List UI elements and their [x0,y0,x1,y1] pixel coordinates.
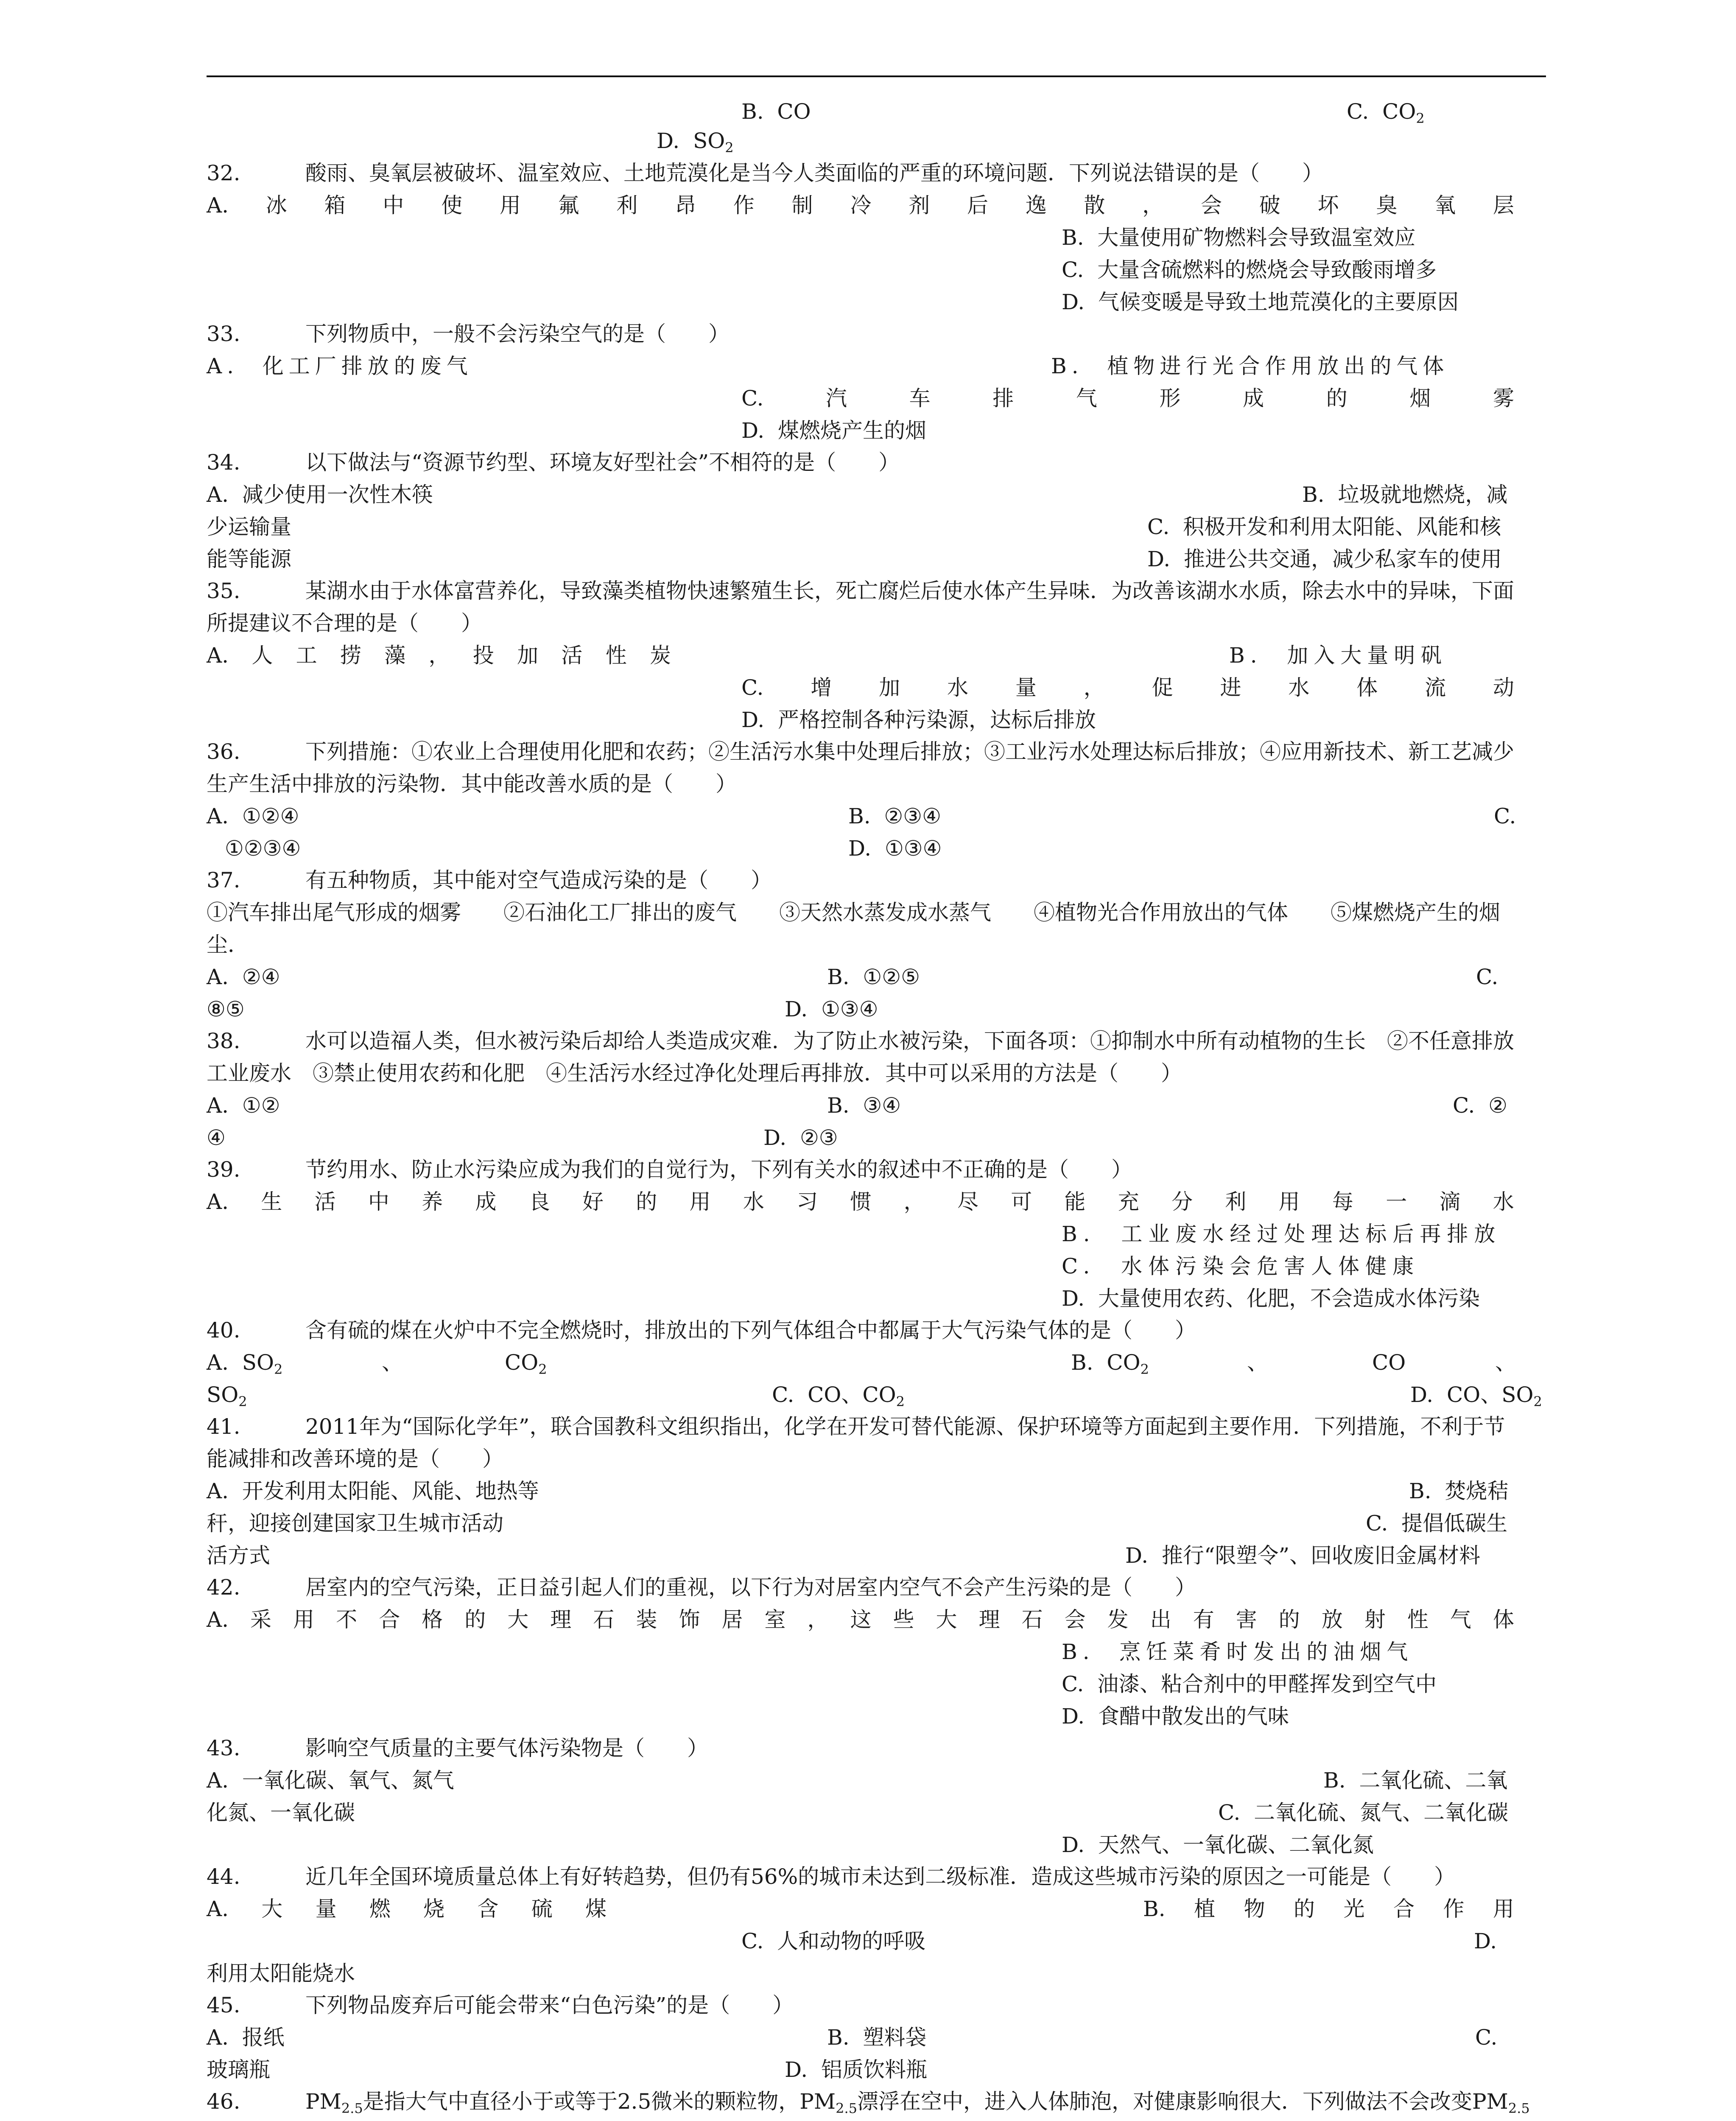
q45-option-a: A. 报纸 [207,2025,285,2050]
q31-option-d: D. $SO_2$ [657,129,734,156]
option-char: 性 [1407,1607,1428,1632]
q45-option-c-cont: 玻璃瓶 [207,2057,270,2082]
option-char: A. [207,1897,229,1921]
option-char: 气 [1450,1607,1471,1632]
q44-option-d: D. [1474,1929,1497,1953]
option-char: 含 [477,1897,499,1921]
option-char: 使 [441,193,463,218]
option-char: 分 [1171,1189,1193,1214]
q38-option-c: C. ② [1453,1093,1507,1118]
q43-option-b-cont: 化氮、一氧化碳 [207,1800,355,1825]
option-char: 中 [368,1189,389,1214]
option-char: 工 [296,643,317,668]
option-char: 的 [1278,1607,1300,1632]
q41-option-a: A. 开发利用太阳能、风能、地热等 [207,1479,539,1503]
q43-option-b: B. 二氧化硫、二氧 [1323,1768,1508,1793]
q34-option-c-cont: 能等能源 [207,547,291,571]
q37-option-b: B. ①②⑤ [827,965,920,989]
option-char: 生 [261,1189,282,1214]
q44-option-b [1143,1898,1514,1920]
q36-option-a: A. ①②④ [207,804,299,828]
q35-stem-cont: 所提建议不合理的是（ ） [207,611,482,635]
q41-stem-cont: 能减排和改善环境的是（ ） [207,1447,503,1471]
option-char: 出 [1150,1607,1171,1632]
q41-option-d: D. 推行“限塑令”、回收废旧金属材料 [1125,1543,1481,1568]
q42-stem: 居室内的空气污染，正日益引起人们的重视，以下行为对居室内空气不会产生污染的是（ ） [305,1575,1196,1600]
q35-stem: 某湖水由于水体富营养化，导致藻类植物快速繁殖生长，死亡腐烂后使水体产生异味．为改善该湖水水质，除去水中的异味，下面 [305,579,1514,603]
option-char: 每 [1332,1189,1353,1214]
option-char: 车 [909,386,931,411]
header-rule [207,76,1546,77]
option-char: 氟 [558,193,579,218]
q38-number: 38. [207,1029,240,1053]
q35-option-a [207,645,671,666]
q38-option-c-cont: ④ [207,1125,226,1150]
option-char: 大 [507,1607,529,1632]
option-char: A. [207,643,229,668]
q37-option-a: A. ②④ [207,965,280,989]
option-char: 制 [791,193,813,218]
option-char: 尽 [957,1189,978,1214]
q40-option-b-sep: 、 [1247,1350,1268,1375]
option-char: 采 [250,1607,272,1632]
option-char: 成 [475,1189,497,1214]
option-char: 用 [293,1607,315,1632]
option-char: 的 [1326,386,1347,411]
q41-number: 41. [207,1414,240,1439]
q36-stem: 下列措施：①农业上合理使用化肥和农药；②生活污水集中处理后排放；③工业污水处理达标后排放；④应用新技术、新工艺减少 [305,739,1514,764]
q36-option-b: B. ②③④ [848,804,941,828]
option-char: 理 [550,1607,572,1632]
option-char: 进 [1220,675,1241,700]
option-char: 的 [636,1189,657,1214]
q40-option-a-sep: 、 [382,1350,403,1375]
q37-items-cont: 尘． [207,932,249,957]
q37-stem: 有五种物质，其中能对空气造成污染的是（ ） [305,868,772,893]
option-char: 装 [636,1607,657,1632]
q37-option-d: D. ①③④ [785,997,878,1021]
option-char: 能 [1064,1189,1086,1214]
option-char: C. [741,386,764,411]
option-char: 作 [733,193,755,218]
option-char: ， [903,1189,925,1214]
q38-stem: 水可以造福人类，但水被污染后却给人类造成灾难．为了防止水被污染，下面各项：①抑制水中所有动植物的生长 ②不任意排放 [305,1029,1514,1053]
option-char: 炭 [649,643,671,668]
option-char: 有 [1193,1607,1214,1632]
option-char: 格 [422,1607,443,1632]
option-char: 利 [1225,1189,1247,1214]
q40-stem: 含有硫的煤在火炉中不完全燃烧时，排放出的下列气体组合中都属于大气污染气体的是（ ） [305,1318,1196,1343]
option-char: 雾 [1493,386,1514,411]
option-char: 合 [379,1607,400,1632]
q39-stem: 节约用水、防止水污染应成为我们的自觉行为，下列有关水的叙述中不正确的是（ ） [305,1157,1132,1182]
q42-option-d: D. 食醋中散发出的气味 [1062,1704,1289,1729]
option-char: 石 [593,1607,615,1632]
q32-stem: 酸雨、臭氧层被破坏、温室效应、土地荒漠化是当今人类面临的严重的环境问题．下列说法错误的是（ ） [305,161,1323,185]
q37-number: 37. [207,868,240,893]
option-char: 石 [1021,1607,1043,1632]
option-char: ， [428,643,450,668]
option-char: 用 [1278,1189,1300,1214]
option-char: 室 [764,1607,786,1632]
option-char: 合 [1393,1897,1415,1921]
option-char: 硫 [531,1897,553,1921]
q40-option-a-co2: $CO_2$ [505,1350,547,1377]
q32-option-b: B. 大量使用矿物燃料会导致温室效应 [1062,225,1416,250]
option-char: 排 [992,386,1014,411]
option-char: 习 [797,1189,818,1214]
option-char: 成 [1243,386,1264,411]
option-char: 充 [1118,1189,1139,1214]
q39-option-d: D. 大量使用农药、化肥，不会造成水体污染 [1062,1286,1480,1311]
option-char: 会 [1064,1607,1086,1632]
q40-option-b: B. $CO_2$ [1071,1350,1149,1377]
q34-number: 34. [207,450,240,475]
option-char: 氧 [1434,193,1456,218]
q40-option-b-sep2: 、 [1495,1350,1516,1375]
q38-option-b: B. ③④ [827,1093,901,1118]
q33-option-d: D. 煤燃烧产生的烟 [741,418,926,443]
option-char: 一 [1386,1189,1407,1214]
q34-stem: 以下做法与“资源节约型、环境友好型社会”不相符的是（ ） [305,450,900,475]
option-char: 散 [1084,193,1105,218]
q42-option-c: C. 油漆、粘合剂中的甲醛挥发到空气中 [1062,1672,1437,1696]
q41-stem: 2011年为“国际化学年”，联合国教科文组织指出，化学在开发可替代能源、保护环境等方面起到主要作用．下列措施，不利于节 [305,1414,1505,1439]
option-char: 大 [261,1897,283,1921]
q40-option-d: D. CO、$SO_2$ [1410,1382,1542,1410]
q44-option-d-cont: 利用太阳能烧水 [207,1961,355,1986]
option-char: 流 [1425,675,1446,700]
option-char: 体 [1356,675,1378,700]
q31-option-c: C. $CO_2$ [1347,99,1425,126]
q35-option-c [741,677,1514,698]
option-char: C. [741,675,764,700]
option-char: 不 [336,1607,358,1632]
q45-stem: 下列物品废弃后可能会带来“白色污染”的是（ ） [305,1993,794,2017]
q33-stem: 下列物质中，一般不会污染空气的是（ ） [305,322,730,346]
option-char: 投 [472,643,494,668]
q42-option-b: B. 烹饪菜肴时发出的油烟气 [1062,1640,1414,1664]
option-char: 性 [605,643,627,668]
option-char: 光 [1343,1897,1365,1921]
option-char: 冷 [850,193,872,218]
q40-option-b-co: CO [1372,1350,1406,1375]
option-char: 活 [314,1189,336,1214]
q36-option-c-cont: ①②③④ [225,836,301,861]
option-char: 气 [1076,386,1097,411]
q45-option-c: C. [1475,2025,1498,2050]
q32-option-c: C. 大量含硫燃料的燃烧会导致酸雨增多 [1062,257,1437,282]
option-char: ， [1083,675,1105,700]
q34-option-a: A. 减少使用一次性木筷 [207,482,433,507]
q41-option-c: C. 提倡低碳生 [1366,1511,1508,1536]
q32-number: 32. [207,161,240,185]
option-char: 逸 [1025,193,1047,218]
q33-number: 33. [207,322,240,346]
option-char: 烧 [423,1897,445,1921]
option-char: 用 [689,1189,711,1214]
q32-option-a: A. 冰 箱 中 使 用 氟 利 昂 作 制 冷 剂 后 逸 散 ， 会 破 坏 臭 氧 层 [207,193,1514,218]
option-char: 植 [1194,1897,1216,1921]
q32-option-d: D. 气候变暖是导致土地荒漠化的主要原因 [1062,290,1459,314]
q36-option-c: C. [1494,804,1516,828]
option-char: 好 [582,1189,604,1214]
option-char: 大 [936,1607,957,1632]
q37-items: ①汽车排出尾气形成的烟雾 ②石油化工厂排出的废气 ③天然水蒸发成水蒸气 ④植物光合作用放出的气体 ⑤煤燃烧产生的烟 [207,900,1500,925]
option-char: 理 [978,1607,1000,1632]
option-char: 藻 [384,643,406,668]
option-char: 的 [1294,1897,1315,1921]
option-char: 增 [811,675,832,700]
q34-option-b: B. 垃圾就地燃烧，减 [1302,482,1508,507]
q33-option-a: A. 化工厂排放的废气 [207,354,473,378]
option-char: 惯 [850,1189,872,1214]
q44-stem: 近几年全国环境质量总体上有好转趋势，但仍有56%的城市未达到二级标准．造成这些城市污染的原因之一可能是（ ） [305,1864,1456,1889]
option-char: 可 [1011,1189,1032,1214]
q35-option-d: D. 严格控制各种污染源，达标后排放 [741,708,1096,732]
option-char: 水 [743,1189,764,1214]
q44-option-c: C. 人和动物的呼吸 [741,1929,926,1953]
option-char: B. [1143,1897,1166,1921]
q45-option-b: B. 塑料袋 [827,2025,927,2050]
q43-option-d: D. 天然气、一氧化碳、二氧化氮 [1062,1833,1374,1857]
option-char: 中 [383,193,404,218]
q40-option-c: C. CO、$CO_2$ [772,1382,905,1410]
q40-number: 40. [207,1318,240,1343]
option-char: 射 [1364,1607,1386,1632]
q43-option-a: A. 一氧化碳、氧气、氮气 [207,1768,454,1793]
q42-number: 42. [207,1575,240,1600]
option-char: 昂 [675,193,696,218]
q33-option-b: B. 植物进行光合作用放出的气体 [1051,354,1449,378]
q36-stem-cont: 生产生活中排放的污染物．其中能改善水质的是（ ） [207,772,737,796]
q38-stem-cont: 工业废水 ③禁止使用农药和化肥 ④生活污水经过净化处理后再排放．其中可以采用的方法是（ ） [207,1061,1182,1086]
q45-option-d: D. 铝质饮料瓶 [785,2057,927,2082]
option-char: 煤 [585,1897,607,1921]
q36-number: 36. [207,739,240,764]
q38-option-a: A. ①② [207,1093,280,1118]
option-char: 加 [879,675,900,700]
option-char: 发 [1107,1607,1129,1632]
q37-option-c: C. [1476,965,1498,989]
q34-option-c: C. 积极开发和利用太阳能、风能和核 [1147,515,1501,539]
q39-option-c: C. 水体污染会危害人体健康 [1062,1254,1420,1279]
option-char: 这 [850,1607,872,1632]
option-char: 养 [422,1189,443,1214]
q39-number: 39. [207,1157,240,1182]
q39-option-b: B. 工业废水经过处理达标后再排放 [1062,1222,1501,1246]
q41-option-b: B. 焚烧秸 [1409,1479,1509,1503]
q38-option-d: D. ②③ [763,1125,838,1150]
q41-option-b-cont: 秆，迎接创建国家卫生城市活动 [207,1511,503,1536]
option-char: 滴 [1439,1189,1461,1214]
option-char: 饰 [679,1607,700,1632]
option-char: 体 [1493,1607,1514,1632]
q40-option-a-cont: $SO_2$ [207,1382,247,1410]
option-char: 量 [315,1897,337,1921]
option-char: 燃 [369,1897,391,1921]
q43-stem: 影响空气质量的主要气体污染物是（ ） [305,1736,708,1760]
option-char: 捞 [340,643,361,668]
option-char: 水 [1288,675,1310,700]
q43-number: 43. [207,1736,240,1760]
option-char: ， [1142,193,1164,218]
option-char: 层 [1493,193,1514,218]
option-char: 汽 [826,386,847,411]
option-char: 形 [1159,386,1181,411]
option-char: 放 [1321,1607,1343,1632]
option-char: 剂 [909,193,930,218]
q35-option-b: B. 加入大量明矾 [1229,643,1448,668]
option-char: 居 [721,1607,743,1632]
q34-option-d: D. 推进公共交通，减少私家车的使用 [1147,547,1502,571]
q41-option-c-cont: 活方式 [207,1543,270,1568]
option-char: 作 [1443,1897,1465,1921]
q39-option-a: A. 生 活 中 养 成 良 好 的 用 水 习 惯 ， 尽 可 能 充 分 利 用 每 一 滴 水 [207,1189,1514,1214]
option-char: 的 [464,1607,486,1632]
q44-number: 44. [207,1864,240,1889]
option-char: 箱 [324,193,346,218]
option-char: 会 [1201,193,1222,218]
q46-number: 46. [207,2089,240,2114]
option-char: 人 [252,643,273,668]
option-char: 些 [893,1607,914,1632]
option-char: 促 [1152,675,1173,700]
option-char: 动 [1493,675,1514,700]
option-char: 破 [1259,193,1280,218]
q31-option-b: B. CO [741,99,811,124]
q37-option-c-cont: ⑧⑤ [207,997,245,1021]
option-char: 加 [517,643,539,668]
q45-number: 45. [207,1993,240,2017]
option-char: 水 [1493,1189,1514,1214]
option-char: 用 [1493,1897,1514,1921]
option-char: ， [807,1607,829,1632]
option-char: 冰 [266,193,287,218]
option-char: 烟 [1409,386,1431,411]
option-char: 后 [967,193,988,218]
q33-option-c [741,388,1514,409]
q46-stem: $PM_{2.5}$是指大气中直径小于或等于2.5微米的颗粒物，$PM_{2.5}$漂浮在空中，进入人体肺泡，对健康影响很大．下列做法不会改变$PM_{2.5}$ [305,2089,1530,2116]
q42-option-a: A. 采 用 不 合 格 的 大 理 石 装 饰 居 室 ， 这 些 大 理 石 会 发 出 有 害 的 放 射 性 气 体 [207,1607,1514,1632]
option-char: 良 [528,1189,550,1214]
option-char: 害 [1236,1607,1257,1632]
option-char: 臭 [1376,193,1398,218]
q44-option-a [207,1898,607,1920]
q35-number: 35. [207,579,240,603]
option-char: 活 [561,643,583,668]
option-char: 水 [947,675,968,700]
q34-option-b-cont: 少运输量 [207,515,291,539]
option-char: 坏 [1317,193,1339,218]
option-char: 利 [616,193,638,218]
q36-option-d: D. ①③④ [848,836,942,861]
option-char: 量 [1015,675,1037,700]
option-char: 用 [499,193,521,218]
q43-option-c: C. 二氧化硫、氮气、二氧化碳 [1218,1800,1509,1825]
option-char: 物 [1244,1897,1265,1921]
q40-option-a: A. $SO_2$ [207,1350,283,1377]
